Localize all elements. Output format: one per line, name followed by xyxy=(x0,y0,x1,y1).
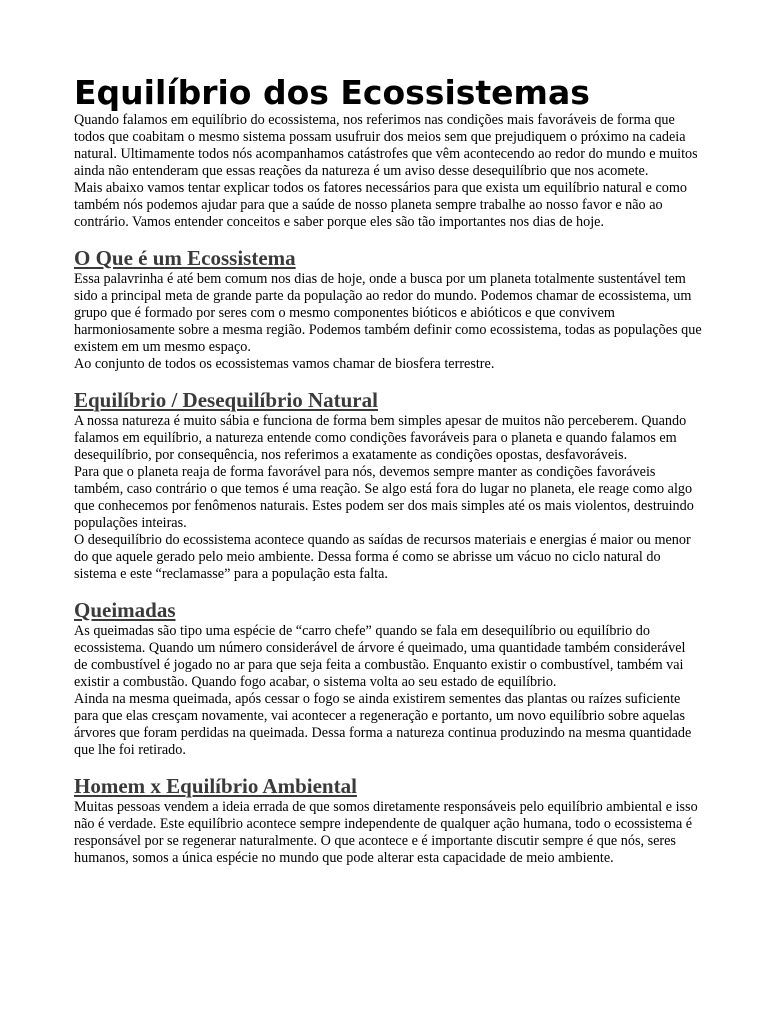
section-ecossistema xyxy=(74,245,702,373)
section-paragraph: Ao conjunto de todos os ecossistemas vamos chamar de biosfera terrestre. xyxy=(74,356,495,372)
section-paragraph: Para que o planeta reaja de forma favorável para nós, devemos sempre manter as condições favoráveis também, caso contrário o que temos é uma reação. Se algo está fora do lugar no planeta, ele reage como algo que conhecemos por fenômenos naturais. Estes podem ser dos mais simples até os mais violentos, destruindo populações inteiras. xyxy=(74,464,694,531)
section-heading: Homem x Equilíbrio Ambiental xyxy=(74,774,357,798)
section-paragraph: Essa palavrinha é até bem comum nos dias de hoje, onde a busca por um planeta totalmente sustentável tem sido a principal meta de grande parte da população ao redor do mundo. Podemos chamar de ecossistema, um grupo que é formado por seres com o mesmo componentes bióticos e abióticos e que convivem harmoniosamente sobre a mesma região. Podemos também definir como ecossistema, todas as populações que existem em um mesmo espaço. xyxy=(74,271,702,355)
section-heading: O Que é um Ecossistema xyxy=(74,246,296,270)
document-title: Equilíbrio dos Ecossistemas xyxy=(74,73,590,112)
intro-section xyxy=(74,112,702,231)
section-paragraph: A nossa natureza é muito sábia e funciona de forma bem simples apesar de muitos não perceberem. Quando falamos em equilíbrio, a natureza entende como condições favoráveis para o planeta e quando falamos em desequilíbrio, por consequência, nos referimos a exatamente as condições opostas, desfavoráveis. xyxy=(74,413,687,463)
intro-paragraph: Quando falamos em equilíbrio do ecossistema, nos referimos nas condições mais favoráveis de forma que todos que coabitam o mesmo sistema possam usufruir dos meios sem que prejudiquem o próximo na cadeia natural. Ultimamente todos nós acompanhamos catástrofes que vêm acontecendo ao redor do mundo e muitos ainda não entenderam que essas reações da natureza é um aviso desse desequilíbrio que nos acomete. xyxy=(74,112,698,179)
section-paragraph: Ainda na mesma queimada, após cessar o fogo se ainda existirem sementes das plantas ou raízes suficiente para que elas cresçam novamente, vai acontecer a regeneração e portanto, um novo equilíbrio sobre aquelas árvores que foram perdidas na queimada. Dessa forma a natureza continua produzindo na mesma quantidade que lhe foi retirado. xyxy=(74,691,692,758)
section-paragraph: O desequilíbrio do ecossistema acontece quando as saídas de recursos materiais e energias é maior ou menor do que aquele gerado pelo meio ambiente. Dessa forma é como se abrisse um vácuo no ciclo natural do sistema e este “reclamasse” para a população esta falta. xyxy=(74,532,691,582)
section-heading: Equilíbrio / Desequilíbrio Natural xyxy=(74,388,378,412)
section-heading: Queimadas xyxy=(74,598,176,622)
intro-paragraph: Mais abaixo vamos tentar explicar todos os fatores necessários para que exista um equilíbrio natural e como também nós podemos ajudar para que a saúde de nosso planeta sempre trabalhe ao nosso favor e não ao contrário. Vamos entender conceitos e saber porque eles são tão importantes nos dias de hoje. xyxy=(74,180,688,230)
section-queimadas xyxy=(74,597,702,759)
section-equilibrio-natural xyxy=(74,387,702,583)
section-paragraph: Muitas pessoas vendem a ideia errada de que somos diretamente responsáveis pelo equilíbrio ambiental e isso não é verdade. Este equilíbrio acontece sempre independente de qualquer ação humana, todo o ecossistema é responsável por se regenerar naturalmente. O que acontece e é importante discutir sempre é que nós, seres humanos, somos a única espécie no mundo que pode alterar esta capacidade de meio ambiente. xyxy=(74,799,698,866)
section-paragraph: As queimadas são tipo uma espécie de “carro chefe” quando se fala em desequilíbrio ou equilíbrio do ecossistema. Quando um número considerável de árvore é queimado, uma quantidade também considerável de combustível é jogado no ar para que seja feita a combustão. Enquanto existir o combustível, também vai existir a combustão. Quando fogo acabar, o sistema volta ao seu estado de equilíbrio. xyxy=(74,623,686,690)
document-page xyxy=(74,74,702,867)
section-homem-equilibrio xyxy=(74,773,702,867)
